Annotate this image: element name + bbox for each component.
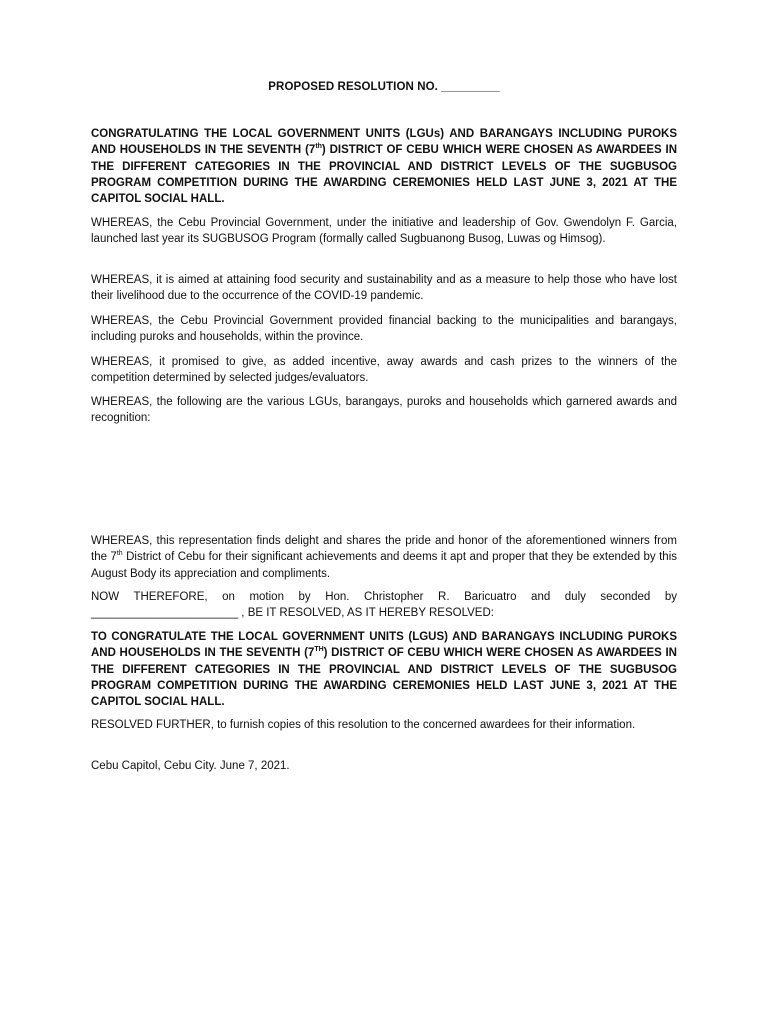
resolution-title: PROPOSED RESOLUTION NO. _________ bbox=[268, 81, 500, 93]
resolution-body bbox=[91, 629, 677, 710]
whereas-paragraph-2: WHEREAS, it is aimed at attaining food security and sustainability and as a measure to help those who have lost their livelihood due to the occurrence of the COVID-19 pandemic. bbox=[91, 274, 677, 303]
place-and-date: Cebu Capitol, Cebu City. June 7, 2021. bbox=[91, 760, 290, 772]
resolution-text-end: ) DISTRICT OF CEBU WHICH WERE CHOSEN AS AWARDEES IN THE DIFFERENT CATEGORIES IN THE PROVINCIAL AND DISTRICT LEVELS OF THE SUGBUSOG PROGRAM COMPETITION DURING THE AWARDING CEREMONIES HELD LAST JUNE 3, 2021 AT THE CAPITOL SOCIAL HALL. bbox=[91, 647, 677, 709]
heading-superscript: th bbox=[315, 143, 322, 151]
whereas6-text-end: District of Cebu for their significant achievements and deems it apt and proper that they be extended by this August Body its appreciation and compliments. bbox=[91, 551, 678, 580]
document-page bbox=[91, 0, 677, 1024]
resolution-text-start: TO CONGRATULATE THE LOCAL GOVERNMENT UNITS (LGUS) AND BARANGAYS INCLUDING PUROKS AND HOUSEHOLDS IN THE SEVENTH (7 bbox=[91, 631, 677, 660]
whereas6-superscript: th bbox=[116, 550, 123, 558]
whereas-paragraph-3: WHEREAS, the Cebu Provincial Government provided financial backing to the municipalities and barangays, including puroks and households, within the province. bbox=[91, 315, 677, 344]
whereas-paragraph-1: WHEREAS, the Cebu Provincial Government, under the initiative and leadership of Gov. Gwendolyn F. Garcia, launched last year its SUGBUSOG Program (formally called Sugbuanong Busog, Luwas og Himsog). bbox=[91, 217, 677, 246]
resolved-further-paragraph: RESOLVED FURTHER, to furnish copies of this resolution to the concerned awardees for their information. bbox=[91, 719, 636, 731]
heading-text-end: ) DISTRICT OF CEBU WHICH WERE CHOSEN AS AWARDEES IN THE DIFFERENT CATEGORIES IN THE PROVINCIAL AND DISTRICT LEVELS OF THE SUGBUSOG PROGRAM COMPETITION DURING THE AWARDING CEREMONIES HELD LAST JUNE 3, 2021 AT THE CAPITOL SOCIAL HALL. bbox=[91, 144, 677, 206]
resolution-superscript: TH bbox=[314, 646, 324, 654]
whereas-paragraph-5: WHEREAS, the following are the various LGUs, barangays, puroks and households which garnered awards and recognition: bbox=[91, 396, 677, 425]
whereas-paragraph-6 bbox=[91, 533, 677, 582]
resolution-heading bbox=[91, 126, 677, 207]
heading-text-start: CONGRATULATING THE LOCAL GOVERNMENT UNITS (LGUs) AND BARANGAYS INCLUDING PUROKS AND HOUSEHOLDS IN THE SEVENTH (7 bbox=[91, 128, 677, 157]
whereas-paragraph-4: WHEREAS, it promised to give, as added incentive, away awards and cash prizes to the winners of the competition determined by selected judges/evaluators. bbox=[91, 356, 677, 385]
whereas6-text-start: WHEREAS, this representation finds delight and shares the pride and honor of the aforementioned winners from the 7 bbox=[91, 535, 677, 564]
now-therefore-paragraph: NOW THEREFORE, on motion by Hon. Christopher R. Baricuatro and duly seconded by _______________________ , BE IT RESOLVED, AS IT HEREBY RESOLVED: bbox=[91, 591, 677, 620]
